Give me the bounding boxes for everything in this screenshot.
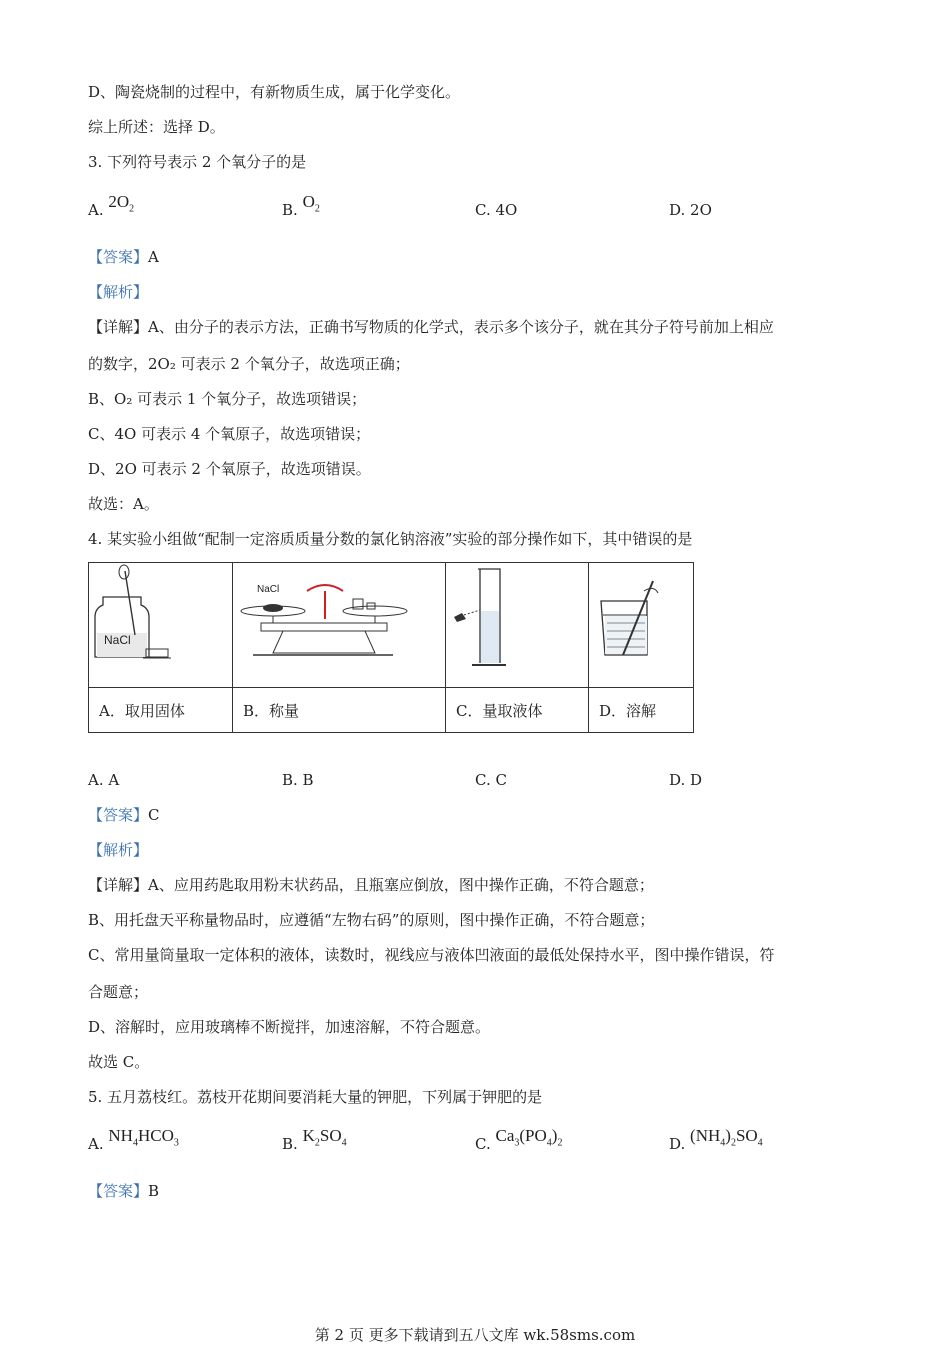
q3-option-b: B. $O_2$ <box>282 192 320 219</box>
cell-dissolve <box>589 563 694 688</box>
q3-option-d: D. 2O <box>669 201 712 219</box>
q5-option-a: A. $NH_4HCO_3$ <box>88 1126 179 1153</box>
question-3-stem: 3. 下列符号表示 2 个氧分子的是 <box>88 153 307 171</box>
q3-option-c: C. 4O <box>475 201 518 219</box>
q5-option-b: B. $K_2SO_4$ <box>282 1126 347 1153</box>
analysis-label: 【解析】 <box>88 841 149 859</box>
caption-c: C．量取液体 <box>446 688 589 733</box>
q4-option-c: C. C <box>475 771 507 789</box>
cell-weigh <box>233 563 446 688</box>
answer-line: 【答案】C <box>88 806 160 824</box>
answer-line: 【答案】B <box>88 1182 160 1200</box>
question-5-stem: 5. 五月荔枝红。荔枝开花期间要消耗大量的钾肥，下列属于钾肥的是 <box>88 1088 543 1106</box>
text-line: 故选：A。 <box>88 495 159 513</box>
caption-a: A．取用固体 <box>89 688 233 733</box>
q3-option-a: A. $2O_2$ <box>88 192 135 219</box>
q4-option-d: D. D <box>669 771 703 789</box>
text-line: C、4O 可表示 4 个氧原子，故选项错误； <box>88 425 371 443</box>
svg-text:NaCl: NaCl <box>104 633 131 647</box>
text-line: 综上所述：选择 D。 <box>88 118 225 136</box>
q5-option-c: C. $Ca_3(PO_4)_2$ <box>475 1126 563 1153</box>
detail-line: 【详解】A、由分子的表示方法，正确书写物质的化学式，表示多个该分子，就在其分子符号前加上相应 <box>88 318 774 336</box>
text-line: 的数字，2O₂ 可表示 2 个氧分子，故选项正确； <box>88 355 410 373</box>
text-line: B、O₂ 可表示 1 个氧分子，故选项错误； <box>88 390 367 408</box>
q4-option-b: B. B <box>282 771 314 789</box>
analysis-label: 【解析】 <box>88 283 149 301</box>
text-line: B、用托盘天平称量物品时，应遵循“左物右码”的原则，图中操作正确，不符合题意； <box>88 911 655 929</box>
answer-line: 【答案】A <box>88 248 159 266</box>
cell-fetch-solid <box>89 563 233 688</box>
q4-option-a: A. A <box>88 771 120 789</box>
text-line: D、溶解时，应用玻璃棒不断搅拌，加速溶解，不符合题意。 <box>88 1018 491 1036</box>
beaker-illustration <box>589 563 693 683</box>
text-line: 故选 C。 <box>88 1053 150 1071</box>
text-line: 合题意； <box>88 983 149 1001</box>
page-footer: 第 2 页 更多下载请到五八文库 wk.58sms.com <box>314 1326 636 1344</box>
balance-illustration <box>233 563 445 683</box>
reagent-bottle-illustration <box>89 563 232 683</box>
caption-d: D．溶解 <box>589 688 694 733</box>
q5-option-d: D. $(NH_4)_2SO_4$ <box>669 1126 763 1153</box>
cell-measure-liquid <box>446 563 589 688</box>
operations-table <box>88 562 694 733</box>
question-4-stem: 4. 某实验小组做“配制一定溶质质量分数的氯化钠溶液”实验的部分操作如下，其中错误的是 <box>88 530 693 548</box>
text-line: D、2O 可表示 2 个氧原子，故选项错误。 <box>88 460 371 478</box>
text-line: C、常用量筒量取一定体积的液体，读数时，视线应与液体凹液面的最低处保持水平，图中操作错误，符 <box>88 946 775 964</box>
caption-b: B．称量 <box>233 688 446 733</box>
graduated-cylinder-illustration <box>446 563 588 683</box>
detail-line: 【详解】A、应用药匙取用粉末状药品，且瓶塞应倒放，图中操作正确，不符合题意； <box>88 876 654 894</box>
text-line: D、陶瓷烧制的过程中，有新物质生成，属于化学变化。 <box>88 83 461 101</box>
svg-text:NaCl: NaCl <box>257 584 280 595</box>
